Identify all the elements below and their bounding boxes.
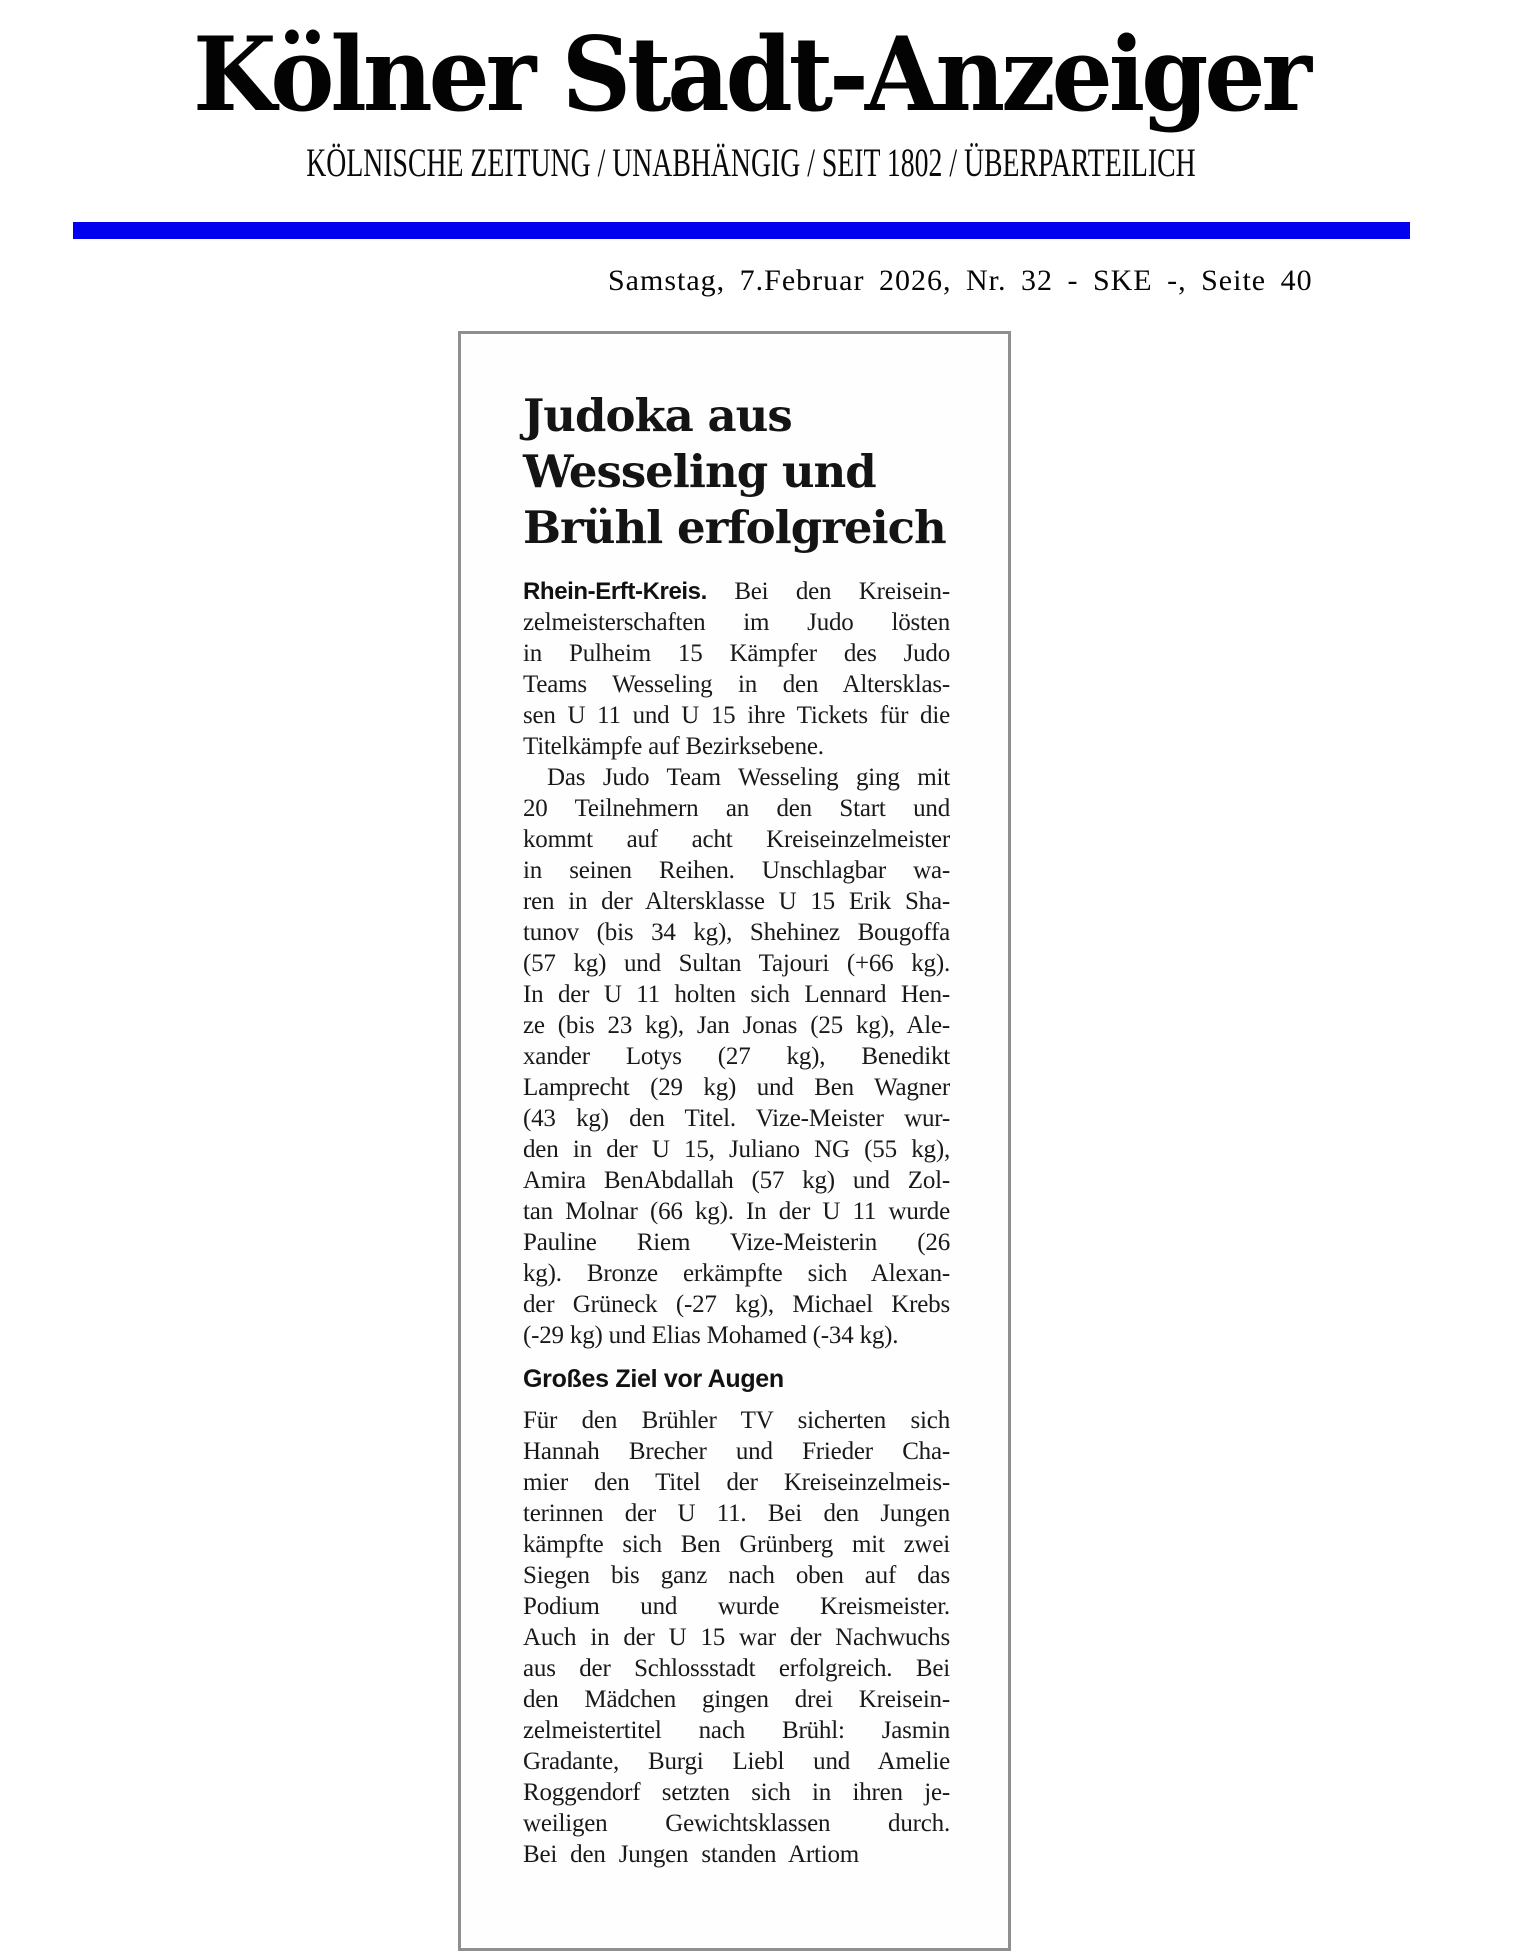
body-line: Auch in der U 15 war der Nachwuchs bbox=[523, 1624, 950, 1651]
body-line: (43 kg) den Titel. Vize-Meister wur- bbox=[523, 1105, 950, 1132]
body-line: den in der U 15, Juliano NG (55 kg), bbox=[523, 1136, 950, 1163]
body-line: Roggendorf setzten sich in ihren je- bbox=[523, 1779, 950, 1806]
body-line: Das Judo Team Wesseling ging mit bbox=[547, 764, 950, 791]
body-line: zelmeistertitel nach Brühl: Jasmin bbox=[523, 1717, 950, 1744]
headline-line: Brühl erfolgreich bbox=[523, 501, 946, 554]
body-line: Siegen bis ganz nach oben auf das bbox=[523, 1562, 950, 1589]
body-line: (57 kg) und Sultan Tajouri (+66 kg). bbox=[523, 950, 950, 977]
body-line: kg). Bronze erkämpfte sich Alexan- bbox=[523, 1260, 950, 1287]
body-line: in seinen Reihen. Unschlagbar wa- bbox=[523, 857, 950, 884]
body-line: weiligen Gewichtsklassen durch. bbox=[523, 1810, 950, 1837]
body-line: Gradante, Burgi Liebl und Amelie bbox=[523, 1748, 950, 1775]
body-line: tan Molnar (66 kg). In der U 11 wurde bbox=[523, 1198, 950, 1225]
body-line: Teams Wesseling in den Altersklas- bbox=[523, 671, 950, 698]
article-subhead: Großes Ziel vor Augen bbox=[523, 1365, 784, 1393]
masthead-title: Kölner Stadt-Anzeiger bbox=[192, 14, 1308, 135]
body-line: mier den Titel der Kreiseinzelmeis- bbox=[523, 1469, 950, 1496]
paragraph-3 bbox=[523, 1405, 950, 1839]
body-line: sen U 11 und U 15 ihre Tickets für die bbox=[523, 702, 950, 729]
body-line: aus der Schlossstadt erfolgreich. Bei bbox=[523, 1655, 950, 1682]
body-line: Podium und wurde Kreismeister. bbox=[523, 1593, 950, 1620]
body-line: (-29 kg) und Elias Mohamed (-34 kg). bbox=[523, 1322, 899, 1349]
masthead-subtitle bbox=[0, 142, 1516, 185]
newspaper-header bbox=[0, 0, 1516, 185]
masthead-subtitle-text: KÖLNISCHE ZEITUNG / UNABHÄNGIG / SEIT 1802 / ÜBERPARTEILICH bbox=[305, 141, 1196, 186]
body-line: Pauline Riem Vize-Meisterin (26 bbox=[523, 1229, 950, 1256]
paragraph-1-lines bbox=[523, 607, 950, 762]
cutoff-line: Bei den Jungen standen Artiom bbox=[523, 1841, 860, 1868]
headline-line: Wesseling und bbox=[523, 445, 876, 498]
body-line: Hannah Brecher und Frieder Cha- bbox=[523, 1438, 950, 1465]
body-line: Lamprecht (29 kg) und Ben Wagner bbox=[523, 1074, 950, 1101]
paragraph-2 bbox=[523, 762, 950, 1351]
paragraph-1 bbox=[523, 576, 950, 762]
article-body bbox=[523, 576, 950, 1870]
body-line bbox=[523, 576, 950, 607]
body-line: xander Lotys (27 kg), Benedikt bbox=[523, 1043, 950, 1070]
body-line: Titelkämpfe auf Bezirksebene. bbox=[523, 733, 824, 760]
body-line: tunov (bis 34 kg), Shehinez Bougoffa bbox=[523, 919, 950, 946]
body-line: den Mädchen gingen drei Kreisein- bbox=[523, 1686, 950, 1713]
article-headline bbox=[523, 388, 950, 556]
header-rule bbox=[73, 222, 1410, 239]
body-line: 20 Teilnehmern an den Start und bbox=[523, 795, 950, 822]
body-line: terinnen der U 11. Bei den Jungen bbox=[523, 1500, 950, 1527]
body-line: Amira BenAbdallah (57 kg) und Zol- bbox=[523, 1167, 950, 1194]
body-line-text: Bei den Kreisein- bbox=[734, 578, 950, 605]
body-line: kämpfte sich Ben Grünberg mit zwei bbox=[523, 1531, 950, 1558]
body-line: zelmeisterschaften im Judo lösten bbox=[523, 609, 950, 636]
dateline: Samstag, 7.Februar 2026, Nr. 32 - SKE -, Seite 40 bbox=[608, 264, 1313, 297]
headline-line: Judoka aus bbox=[523, 389, 792, 442]
article-box bbox=[458, 331, 1011, 1951]
article-lead-in: Rhein-Erft-Kreis. bbox=[523, 578, 707, 605]
body-line: der Grüneck (-27 kg), Michael Krebs bbox=[523, 1291, 950, 1318]
body-line: In der U 11 holten sich Lennard Hen- bbox=[523, 981, 950, 1008]
body-line: in Pulheim 15 Kämpfer des Judo bbox=[523, 640, 950, 667]
body-line: Für den Brühler TV sicherten sich bbox=[523, 1407, 950, 1434]
body-line: kommt auf acht Kreiseinzelmeister bbox=[523, 826, 950, 853]
body-line: ren in der Altersklasse U 15 Erik Sha- bbox=[523, 888, 950, 915]
body-line: ze (bis 23 kg), Jan Jonas (25 kg), Ale- bbox=[523, 1012, 950, 1039]
